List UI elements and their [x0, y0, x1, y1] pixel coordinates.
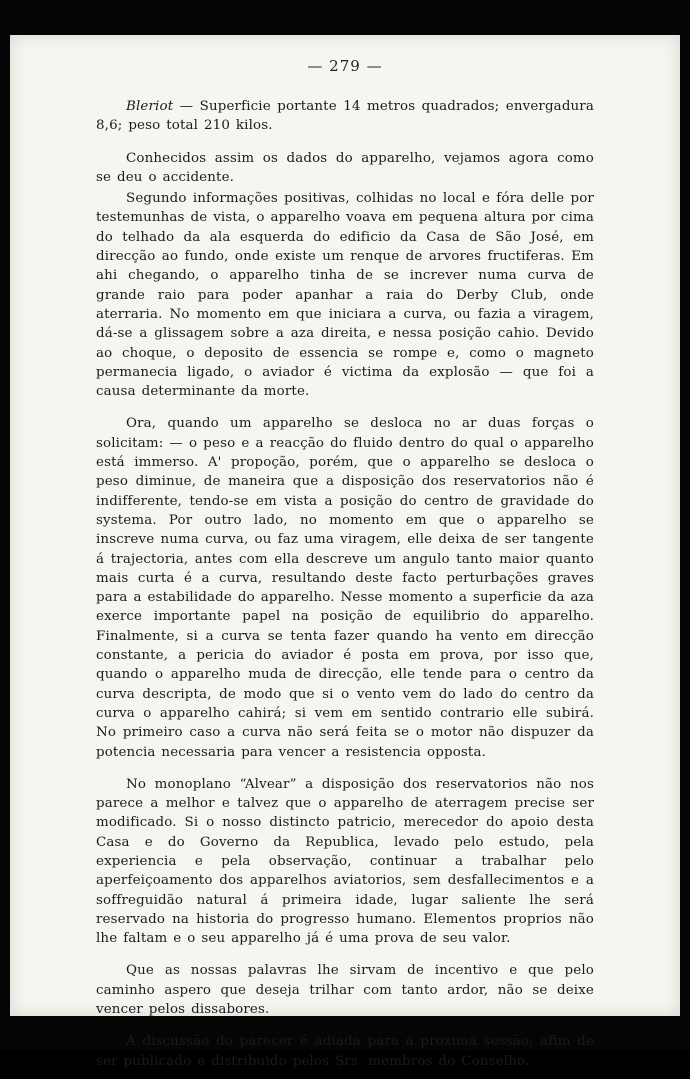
page-number: — 279 —: [307, 57, 383, 75]
text-column: [96, 57, 594, 1079]
paragraph: Segundo informações positivas, colhidas no local e fóra delle por testemunhas de vista, o apparelho voava em pequena altura por cima do telhado da ala esquerda do edificio da Casa de São José, em direcção ao fundo, onde existe um renque de arvores fructiferas. Em ahi chegando, o apparelho tinha de se increver numa curva de grande raio para poder apanhar a raia do Derby Club, onde aterraria. No momento em que iniciara a curva, ou fazia a viragem, dá-se a glissagem sobre a aza direita, e nessa posição cahio. Devido ao choque, o deposito de essencia se rompe e, como o magneto permanecia ligado, o aviador é victima da explosão — que foi a causa determinante da morte.: [96, 191, 594, 400]
document-page: [10, 35, 680, 1069]
paragraph: Conhecidos assim os dados do apparelho, vejamos agora como se deu o accidente.: [96, 150, 594, 185]
lead-word: Bleriot: [126, 99, 174, 114]
paragraph: A discussão do parecer é adiada para a proxima sessão, afim de ser publicado e distribuido pelos Srs. membros do Conselho.: [96, 1034, 594, 1069]
intro-text: — Superficie portante 14 metros quadrados; envergadura 8,6; peso total 210 kilos.: [96, 99, 594, 134]
paragraph-intro: [96, 97, 594, 136]
paragraph: No monoplano “Alvear” a disposição dos reservatorios não nos parece a melhor e talvez que o apparelho de aterragem precise ser modificado. Si o nosso distincto patricio, merecedor do apoio desta Casa e do Governo da Republica, levado pelo estudo, pela experiencia e pela observação, continuar a trabalhar pelo aperfeiçoamento dos apparelhos aviatorios, sem desfallecimentos e a soffreguidão natural á primeira idade, lugar saliente lhe será reservado na historia do progresso humano. Elementos proprios não lhe faltam e o seu apparelho já é uma prova de seu valor.: [96, 776, 594, 947]
paragraph: Que as nossas palavras lhe sirvam de incentivo e que pelo caminho aspero que deseja trilhar com tanto ardor, não se deixe vencer pelos dissabores.: [96, 963, 594, 1018]
paragraph: Ora, quando um apparelho se desloca no ar duas forças o solicitam: — o peso e a reacção do fluido dentro do qual o apparelho está immerso. A' propoção, porém, que o apparelho se desloca o peso diminue, de maneira que a disposição dos reservatorios não é indifferente, tendo-se em vista a posição do centro de gravidade do systema. Por outro lado, no momento em que o apparelho se inscreve numa curva, ou faz uma viragem, elle deixa de ser tangente á trajectoria, antes com ella descreve um angulo tanto maior quanto mais curta é a curva, resultando deste facto perturbações graves para a estabilidade do apparelho. Nesse momento a superficie da aza exerce importante papel na posição de equilibrio do apparelho. Finalmente, si a curva se tenta fazer quando ha vento em direcção constante, a pericia do aviador é posta em prova, por isso que, quando o apparelho muda de direcção, elle tende para o centro da curva descripta, de modo que si o vento vem do lado do centro da curva o apparelho cahirá; si vem em sentido contrario elle subirá. No primeiro caso a curva não será feita se o motor não dispuzer da potencia necessaria para vencer a resistencia opposta.: [96, 416, 594, 760]
